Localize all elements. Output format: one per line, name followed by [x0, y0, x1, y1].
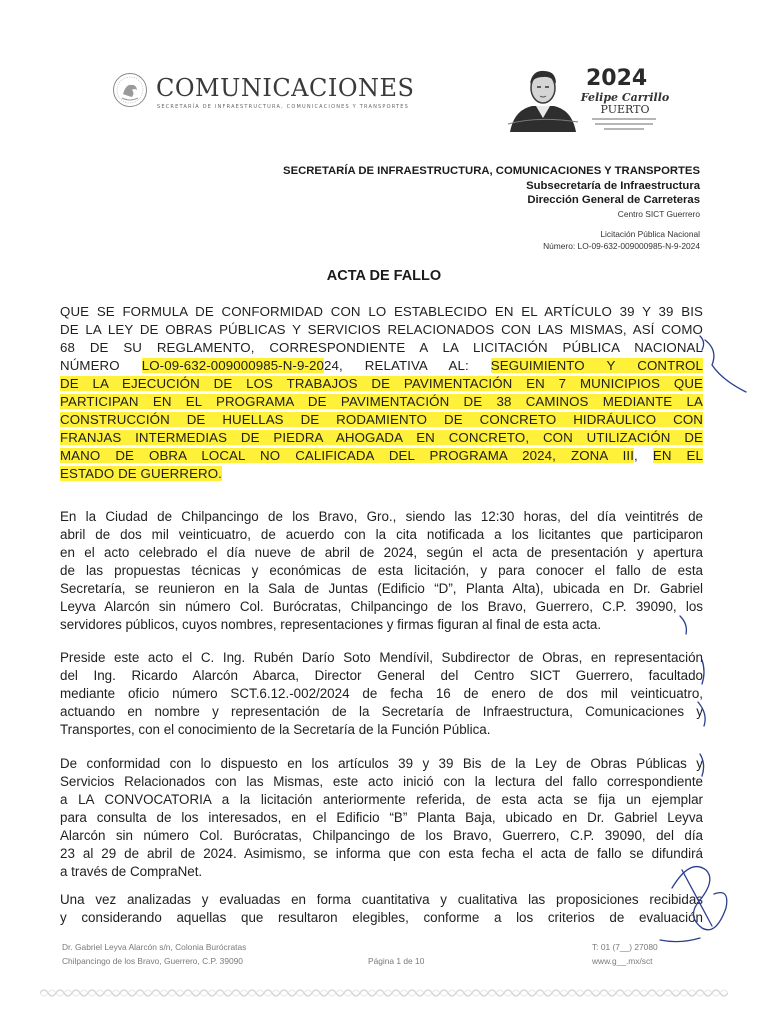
text-line: y considerando aquellas que resultaron elegibles, conforme a los criterios de evaluación: [60, 910, 703, 925]
licitacion-type: Licitación Pública Nacional: [600, 229, 700, 239]
text-line: 68 DE SU REGLAMENTO, CORRESPONDIENTE A LA LICITACIÓN PÚBLICA NACIONAL: [60, 340, 703, 355]
text-line: servidores públicos, cuyos nombres, representaciones y firmas figuran al final de esta acta.: [60, 617, 602, 632]
highlighted-text: CONSTRUCCIÓN DE HUELLAS DE RODAMIENTO DE CONCRETO HIDRÁULICO CON: [60, 412, 703, 427]
text-line: Transportes, con el conocimiento de la Secretaría de la Función Pública.: [60, 722, 491, 737]
text-line: NÚMERO LO-09-632-009000985-N-9-2024, RELATIVA AL: SEGUIMIENTO Y CONTROL: [60, 358, 703, 373]
highlighted-text: SEGUIMIENTO Y CONTROL: [490, 358, 703, 373]
text-line: MANO DE OBRA LOCAL NO CALIFICADA DEL PROGRAMA 2024, ZONA III, EN EL: [60, 448, 704, 463]
text-line: Servicios Relacionados con las Mismas, este acto inició con la lectura del fallo correspondiente: [60, 774, 703, 789]
subsecretaria-name: Subsecretaría de Infraestructura: [526, 180, 700, 192]
brand-subtitle: SECRETARÍA DE INFRAESTRUCTURA, COMUNICACIONES Y TRANSPORTES: [157, 104, 410, 110]
text-line: 23 al 29 de abril de 2024. Asimismo, se informa que con esta fecha el acta de fallo se difundirá: [60, 846, 703, 861]
brand-name: COMUNICACIONES: [156, 74, 415, 102]
mexico-seal-icon: [112, 72, 148, 108]
logo-name-line1: Felipe Carrillo: [580, 91, 670, 104]
highlighted-text: ESTADO DE GUERRERO.: [60, 466, 222, 481]
footer-address-line1: Dr. Gabriel Leyva Alarcón s/n, Colonia Burócratas: [62, 942, 247, 952]
text-line: DE LA LEY DE OBRAS PÚBLICAS Y SERVICIOS RELACIONADOS CON LAS MISMAS, ASÍ COMO: [60, 322, 703, 337]
logo-year: 2024: [586, 66, 648, 91]
text-line: Leyva Alarcón sin número Col. Burócratas, Chilpancingo de los Bravo, Guerrero, C.P. 39090, los: [60, 599, 703, 614]
centro-name: Centro SICT Guerrero: [617, 209, 700, 219]
footer-website: www.g__.mx/sct: [592, 956, 653, 966]
text-line: actuando en nombre y representación de la Secretaría de Infraestructura, Comunicaciones y: [60, 704, 703, 719]
text-line: [60, 430, 703, 445]
text-line: [60, 466, 703, 481]
highlighted-text: LO-09-632-009000985-N-9-20: [141, 358, 324, 373]
text-line: [60, 376, 703, 391]
text-line: para consulta de los interesados, en el Edificio “B” Planta Baja, ubicado en Dr. Gabriel Leyva: [60, 810, 703, 825]
pen-signature: [660, 938, 700, 942]
text-line: a través de CompraNet.: [60, 864, 203, 879]
highlighted-text: DE LA EJECUCIÓN DE LOS TRABAJOS DE PAVIMENTACIÓN EN 7 MUNICIPIOS QUE: [60, 376, 703, 391]
text-line: Alarcón sin número Col. Burócratas, Chilpancingo de los Bravo, Guerrero, C.P. 39090, del día: [60, 828, 703, 843]
footer-address-line2: Chilpancingo de los Bravo, Guerrero, C.P. 39090: [62, 956, 243, 966]
footer-page-number: Página 1 de 10: [368, 956, 425, 966]
decorative-border: [40, 986, 728, 1000]
text-line: del Ing. Ricardo Alarcón Abarca, Director General del Centro SICT Guerrero, facultado: [60, 668, 703, 683]
text-line: a LA CONVOCATORIA a la licitación anteriormente referida, de esta acta se fija un ejemplar: [60, 792, 703, 807]
text-line: [60, 412, 703, 427]
portrait-icon: [508, 66, 578, 132]
text-line: QUE SE FORMULA DE CONFORMIDAD CON LO ESTABLECIDO EN EL ARTÍCULO 39 Y 39 BIS: [60, 304, 703, 319]
highlighted-text: PARTICIPAN EN EL PROGRAMA DE PAVIMENTACIÓN DE 38 CAMINOS MEDIANTE LA: [60, 394, 703, 409]
text-line: En la Ciudad de Chilpancingo de los Bravo, Gro., siendo las 12:30 horas, del día veintitrés de: [60, 509, 703, 524]
text-line: Secretaría, se reunieron en la Sala de Juntas (Edificio “D”, Planta Alta), ubicada en Dr. Gabriel: [60, 581, 703, 596]
text-line: en el acto celebrado el día nueve de abril de 2024, según el acta de presentación y apertura: [60, 545, 703, 560]
felipe-carrillo-puerto-logo: [508, 66, 668, 134]
text-line: de las propuestas técnicas y económicas de esta licitación, y para conocer el fallo de esta: [60, 563, 703, 578]
text-line: abril de dos mil veinticuatro, de acuerdo con la cita notificada a los licitantes que participaron: [60, 527, 703, 542]
secretaria-name: SECRETARÍA DE INFRAESTRUCTURA, COMUNICACIONES Y TRANSPORTES: [283, 165, 700, 177]
comunicaciones-logo: [108, 70, 415, 116]
text-line: Preside este acto el C. Ing. Rubén Darío Soto Mendívil, Subdirector de Obras, en representación: [60, 650, 703, 665]
text-line: De conformidad con lo dispuesto en los artículos 39 y 39 Bis de la Ley de Obras Públicas y: [60, 756, 703, 771]
logo-fine-print: [592, 118, 656, 120]
footer-phone: T: 01 (7__) 27080: [592, 942, 658, 952]
highlighted-text: FRANJAS INTERMEDIAS DE PIEDRA AHOGADA EN CONCRETO, CON UTILIZACIÓN DE: [60, 430, 703, 445]
logo-name-line2: PUERTO: [600, 103, 650, 116]
highlighted-text: MANO DE OBRA LOCAL NO CALIFICADA DEL PROGRAMA 2024, ZONA III: [60, 448, 635, 463]
direccion-name: Dirección General de Carreteras: [527, 194, 700, 206]
logo-fine-print: [604, 128, 644, 130]
licitacion-number: Número: LO-09-632-009000985-N-9-2024: [543, 241, 700, 251]
document-title: ACTA DE FALLO: [326, 268, 442, 284]
pen-check-mark: [705, 340, 746, 392]
text-line: mediante oficio número SCT.6.12.-002/2024 de fecha 16 de enero de dos mil veinticuatro,: [60, 686, 703, 701]
logo-fine-print: [595, 123, 653, 125]
text-line: Una vez analizadas y evaluadas en forma cuantitativa y cualitativa las proposiciones recibidas: [60, 892, 703, 907]
highlighted-text: EN EL: [652, 448, 704, 463]
text-line: [60, 394, 703, 409]
